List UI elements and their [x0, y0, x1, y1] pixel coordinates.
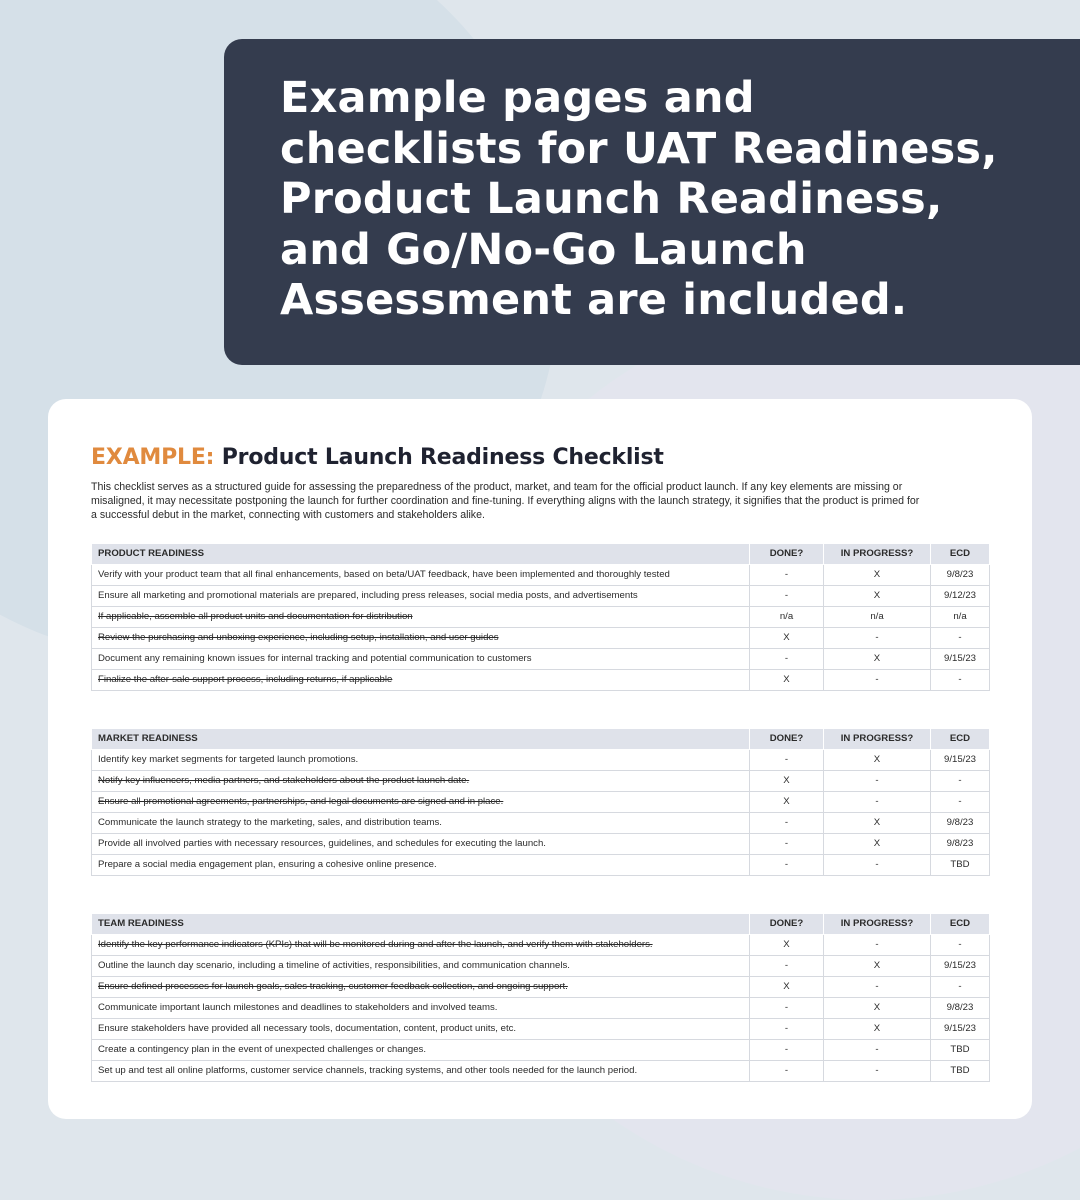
in-progress-cell: X [824, 1018, 931, 1039]
table-row [92, 1060, 990, 1081]
column-header-done: DONE? [750, 913, 824, 934]
document-preview-card [48, 399, 1032, 1119]
done-cell: - [750, 833, 824, 854]
checklist-sections [91, 543, 989, 1082]
in-progress-cell: - [824, 1060, 931, 1081]
task-cell: If applicable, assemble all product units and documentation for distribution [92, 606, 750, 627]
task-cell: Notify key influencers, media partners, and stakeholders about the product launch date. [92, 770, 750, 791]
in-progress-cell: X [824, 812, 931, 833]
table-row [92, 934, 990, 955]
task-cell: Identify key market segments for targeted launch promotions. [92, 749, 750, 770]
headline-text [280, 73, 1060, 326]
task-cell: Prepare a social media engagement plan, ensuring a cohesive online presence. [92, 854, 750, 875]
task-cell: Document any remaining known issues for internal tracking and potential communication to customers [92, 648, 750, 669]
table-row [92, 749, 990, 770]
done-cell: X [750, 669, 824, 690]
done-cell: X [750, 791, 824, 812]
table-row [92, 955, 990, 976]
headline-line: and Go/No-Go Launch [280, 224, 807, 275]
headline-line: checklists for UAT Readiness, [280, 123, 998, 174]
in-progress-cell: X [824, 585, 931, 606]
in-progress-cell: n/a [824, 606, 931, 627]
task-cell: Verify with your product team that all final enhancements, based on beta/UAT feedback, have been implemented and thoroughly tested [92, 564, 750, 585]
table-header-row [92, 728, 990, 749]
done-cell: - [750, 854, 824, 875]
ecd-cell: 9/15/23 [931, 955, 990, 976]
table-row [92, 564, 990, 585]
table-row [92, 854, 990, 875]
task-cell: Set up and test all online platforms, customer service channels, tracking systems, and other tools needed for the launch period. [92, 1060, 750, 1081]
section-heading: MARKET READINESS [92, 728, 750, 749]
table-row [92, 585, 990, 606]
done-cell: - [750, 997, 824, 1018]
table-row [92, 770, 990, 791]
ecd-cell: - [931, 627, 990, 648]
column-header-ecd: ECD [931, 728, 990, 749]
headline-line: Example pages and [280, 73, 755, 123]
ecd-cell: - [931, 976, 990, 997]
task-cell: Create a contingency plan in the event of unexpected challenges or changes. [92, 1039, 750, 1060]
in-progress-cell: X [824, 997, 931, 1018]
ecd-cell: 9/15/23 [931, 749, 990, 770]
in-progress-cell: - [824, 791, 931, 812]
checklist-document [91, 445, 989, 1082]
ecd-cell: n/a [931, 606, 990, 627]
headline-line: Product Launch Readiness, [280, 174, 943, 224]
column-header-ecd: ECD [931, 913, 990, 934]
checklist-table [91, 543, 990, 691]
table-header-row [92, 543, 990, 564]
title-text: Product Launch Readiness Checklist [221, 445, 664, 470]
title-prefix: EXAMPLE: [91, 445, 215, 470]
table-row [92, 1039, 990, 1060]
table-row [92, 648, 990, 669]
table-row [92, 812, 990, 833]
task-cell: Communicate the launch strategy to the marketing, sales, and distribution teams. [92, 812, 750, 833]
in-progress-cell: - [824, 1039, 931, 1060]
column-header-in-progress: IN PROGRESS? [824, 913, 931, 934]
task-cell: Ensure all marketing and promotional materials are prepared, including press releases, social media posts, and advertisements [92, 585, 750, 606]
column-header-done: DONE? [750, 728, 824, 749]
table-row [92, 997, 990, 1018]
table-row [92, 1018, 990, 1039]
done-cell: X [750, 627, 824, 648]
done-cell: - [750, 812, 824, 833]
column-header-ecd: ECD [931, 543, 990, 564]
headline-line: Assessment are included. [280, 275, 908, 325]
done-cell: X [750, 976, 824, 997]
table-header-row [92, 913, 990, 934]
intro-paragraph [91, 480, 989, 523]
checklist-table [91, 913, 990, 1082]
table-row [92, 606, 990, 627]
done-cell: X [750, 934, 824, 955]
done-cell: - [750, 1060, 824, 1081]
task-cell: Ensure stakeholders have provided all necessary tools, documentation, content, product units, etc. [92, 1018, 750, 1039]
task-cell: Review the purchasing and unboxing experience, including setup, installation, and user guides [92, 627, 750, 648]
task-cell: Outline the launch day scenario, including a timeline of activities, responsibilities, and communication channels. [92, 955, 750, 976]
in-progress-cell: - [824, 770, 931, 791]
in-progress-cell: X [824, 749, 931, 770]
ecd-cell: 9/12/23 [931, 585, 990, 606]
headline-banner [224, 39, 1080, 365]
done-cell: - [750, 955, 824, 976]
in-progress-cell: - [824, 669, 931, 690]
in-progress-cell: X [824, 648, 931, 669]
column-header-in-progress: IN PROGRESS? [824, 728, 931, 749]
intro-line: misaligned, it may necessitate postponing the launch for further coordination and fine-tuning. If everything aligns with the launch strategy, it signifies that the product is primed for [91, 495, 920, 508]
task-cell: Provide all involved parties with necessary resources, guidelines, and schedules for executing the launch. [92, 833, 750, 854]
ecd-cell: TBD [931, 1039, 990, 1060]
ecd-cell: TBD [931, 854, 990, 875]
table-row [92, 669, 990, 690]
ecd-cell: 9/15/23 [931, 648, 990, 669]
ecd-cell: 9/8/23 [931, 812, 990, 833]
done-cell: - [750, 749, 824, 770]
intro-line: This checklist serves as a structured guide for assessing the preparedness of the product, market, and team for the official product launch. If any key elements are missing or [91, 481, 903, 493]
in-progress-cell: - [824, 854, 931, 875]
done-cell: X [750, 770, 824, 791]
column-header-done: DONE? [750, 543, 824, 564]
task-cell: Ensure defined processes for launch goals, sales tracking, customer feedback collection, and ongoing support. [92, 976, 750, 997]
column-header-in-progress: IN PROGRESS? [824, 543, 931, 564]
ecd-cell: 9/15/23 [931, 1018, 990, 1039]
done-cell: n/a [750, 606, 824, 627]
ecd-cell: 9/8/23 [931, 564, 990, 585]
ecd-cell: - [931, 669, 990, 690]
in-progress-cell: - [824, 976, 931, 997]
task-cell: Ensure all promotional agreements, partnerships, and legal documents are signed and in place. [92, 791, 750, 812]
ecd-cell: 9/8/23 [931, 833, 990, 854]
intro-line: a successful debut in the market, connecting with customers and stakeholders alike. [91, 509, 485, 522]
in-progress-cell: - [824, 934, 931, 955]
section-heading: PRODUCT READINESS [92, 543, 750, 564]
done-cell: - [750, 1018, 824, 1039]
section-heading: TEAM READINESS [92, 913, 750, 934]
task-cell: Finalize the after-sale support process, including returns, if applicable [92, 669, 750, 690]
table-row [92, 791, 990, 812]
table-row [92, 833, 990, 854]
table-row [92, 627, 990, 648]
in-progress-cell: - [824, 627, 931, 648]
ecd-cell: TBD [931, 1060, 990, 1081]
ecd-cell: 9/8/23 [931, 997, 990, 1018]
in-progress-cell: X [824, 955, 931, 976]
checklist-table [91, 728, 990, 876]
document-title [91, 445, 989, 470]
in-progress-cell: X [824, 833, 931, 854]
ecd-cell: - [931, 934, 990, 955]
ecd-cell: - [931, 770, 990, 791]
done-cell: - [750, 585, 824, 606]
task-cell: Communicate important launch milestones and deadlines to stakeholders and involved teams. [92, 997, 750, 1018]
in-progress-cell: X [824, 564, 931, 585]
done-cell: - [750, 648, 824, 669]
ecd-cell: - [931, 791, 990, 812]
done-cell: - [750, 1039, 824, 1060]
table-row [92, 976, 990, 997]
done-cell: - [750, 564, 824, 585]
task-cell: Identify the key performance indicators (KPIs) that will be monitored during and after the launch, and verify them with stakeholders. [92, 934, 750, 955]
